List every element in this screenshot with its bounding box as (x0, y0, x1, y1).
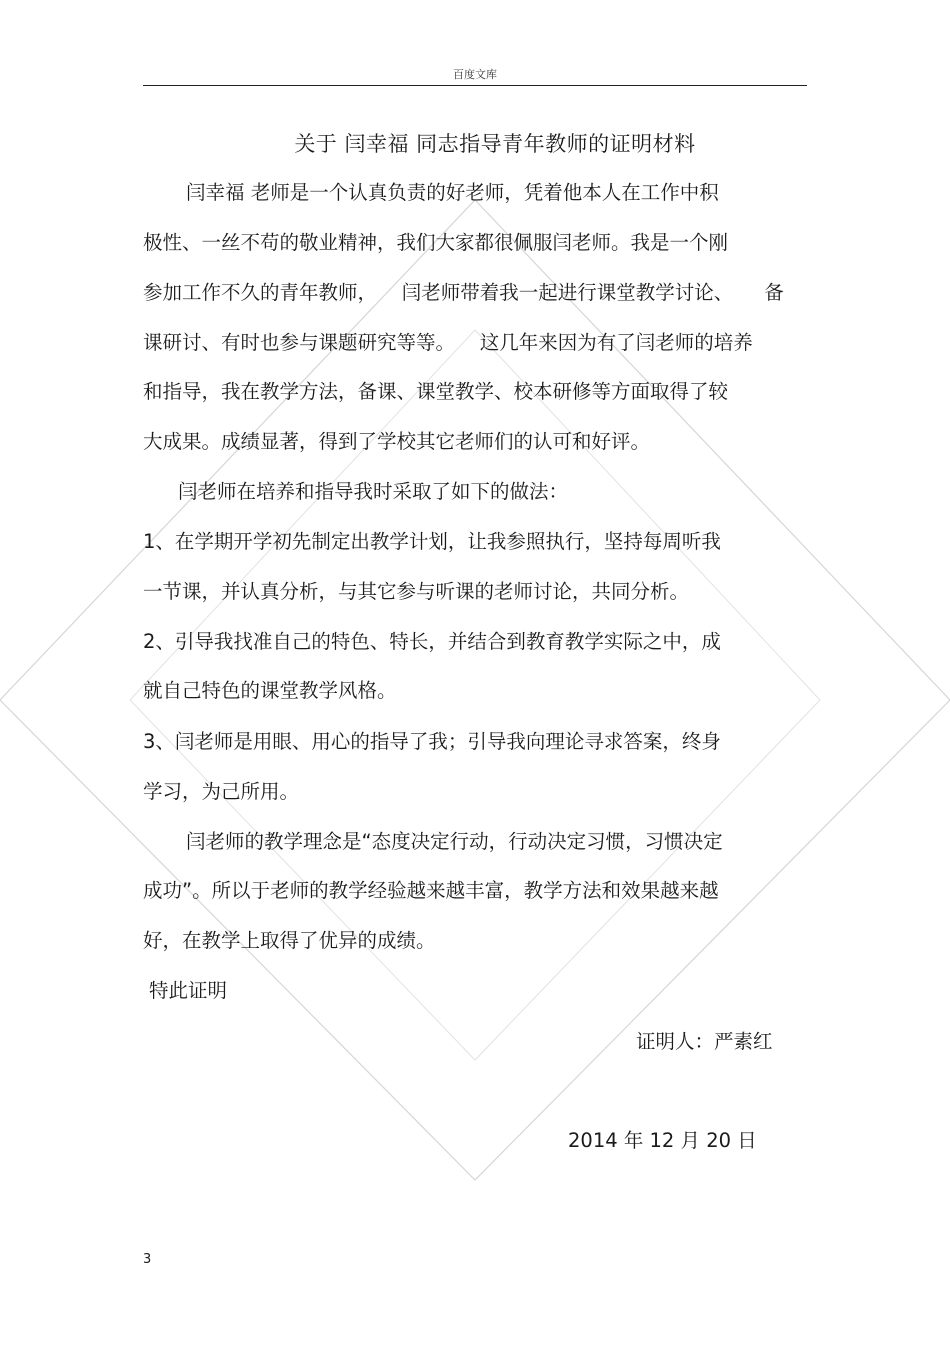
page-number: 3 (143, 1252, 152, 1267)
list-item: 2、引导我找准自己的特色、特长，并结合到教育教学实际之中，成 (143, 630, 721, 653)
header-divider (143, 85, 807, 86)
body-line: 闫老师的教学理念是“态度决定行动，行动决定习惯，习惯决定 (186, 830, 723, 853)
body-line: 和指导，我在教学方法，备课、课堂教学、校本研修等方面取得了较 (143, 380, 729, 403)
body-line: 课研讨、有时也参与课题研究等等。 这几年来因为有了闫老师的培养 (143, 331, 753, 354)
list-item: 1、在学期开学初先制定出教学计划，让我参照执行，坚持每周听我 (143, 530, 721, 553)
body-line: 参加工作不久的青年教师， 闫老师带着我一起进行课堂教学讨论、 备 (143, 281, 784, 304)
date: 2014 年 12 月 20 日 (568, 1129, 757, 1152)
closing-line: 特此证明 (149, 979, 228, 1002)
body-line: 闫老师在培养和指导我时采取了如下的做法： (178, 480, 569, 503)
body-line: 好，在教学上取得了优异的成绩。 (143, 929, 436, 952)
body-line: 就自己特色的课堂教学风格。 (143, 679, 397, 702)
body-line: 成功”。所以于老师的教学经验越来越丰富，教学方法和效果越来越 (143, 879, 719, 902)
body-line: 大成果。成绩显著，得到了学校其它老师们的认可和好评。 (143, 430, 651, 453)
header-text: 百度文库 (453, 68, 497, 81)
document-title: 关于 闫幸福 同志指导青年教师的证明材料 (294, 132, 696, 156)
signature: 证明人：严素红 (636, 1030, 773, 1053)
body-line: 极性、一丝不苟的敬业精神，我们大家都很佩服闫老师。我是一个刚 (143, 231, 729, 254)
body-line: 学习，为己所用。 (143, 780, 300, 803)
body-line: 闫幸福 老师是一个认真负责的好老师，凭着他本人在工作中积 (186, 181, 719, 204)
body-line: 一节课，并认真分析，与其它参与听课的老师讨论，共同分析。 (143, 580, 690, 603)
list-item: 3、闫老师是用眼、用心的指导了我；引导我向理论寻求答案，终身 (143, 730, 721, 753)
